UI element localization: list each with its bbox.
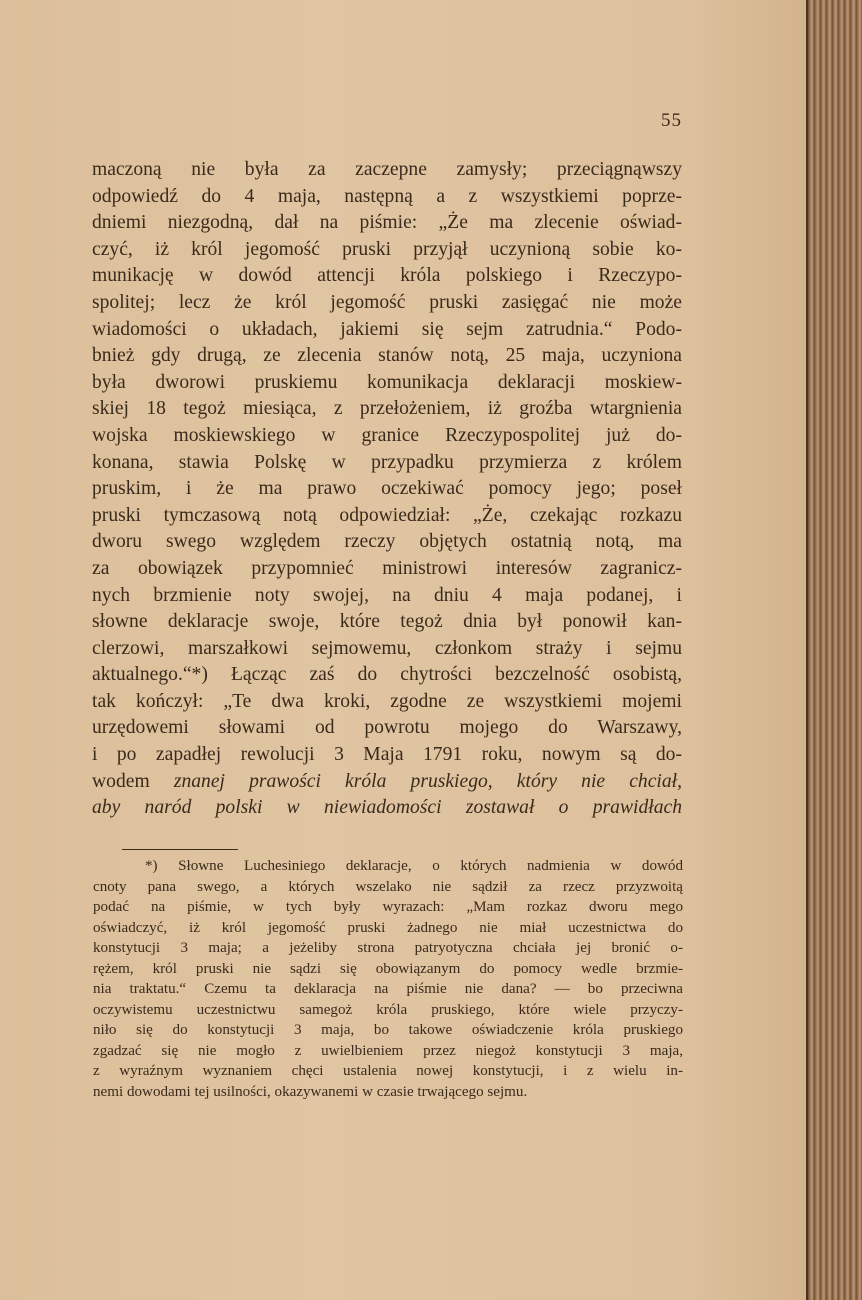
- body-line: skiej 18 tegoż miesiąca, z przełożeniem, iż groźba wtargnienia: [92, 398, 682, 420]
- body-line: tak kończył: „Te dwa kroki, zgodne ze wszystkiemi mojemi: [92, 690, 682, 712]
- footnote-line: oczywistemu uczestnictwu samegoż króla pruskiego, które wiele przyczy-: [93, 1001, 683, 1018]
- body-line-italic-part: znanej prawości króla pruskiego, który nie chciał,: [173, 770, 682, 792]
- body-line: munikację w dowód attencji króla polskiego i Rzeczypo-: [92, 265, 682, 287]
- body-line: konana, stawia Polskę w przypadku przymierza z królem: [92, 451, 682, 473]
- footnote-line: cnoty pana swego, a których wszelako nie sądził za rzecz przyzwoitą: [93, 878, 683, 895]
- body-line: była dworowi pruskiemu komunikacja deklaracji moskiew-: [92, 371, 682, 393]
- body-line: clerzowi, marszałkowi sejmowemu, członkom straży i sejmu: [92, 637, 682, 659]
- footnote-line: nia traktatu.“ Czemu ta deklaracja na piśmie nie dana? — bo przeciwna: [93, 981, 683, 997]
- page-number: 55: [661, 110, 682, 131]
- body-line: wiadomości o układach, jakiemi się sejm zatrudnia.“ Podo-: [92, 318, 682, 340]
- footnote-rule: [122, 849, 238, 850]
- body-line: nych brzmienie noty swojej, na dniu 4 maja podanej, i: [92, 584, 682, 606]
- body-line: odpowiedź do 4 maja, następną a z wszystkiemi poprze-: [92, 185, 682, 207]
- body-line: urzędowemi słowami od powrotu mojego do Warszawy,: [92, 717, 682, 739]
- body-line: pruski tymczasową notą odpowiedział: „Że, czekając rozkazu: [92, 504, 682, 526]
- body-line: pruskim, i że ma prawo oczekiwać pomocy jego; poseł: [92, 478, 682, 500]
- body-line: dniemi niezgodną, dał na piśmie: „Że ma zlecenie oświad-: [92, 212, 682, 234]
- body-line: słowne deklaracje swoje, które tegoż dnia był ponowił kan-: [92, 611, 682, 633]
- body-line: wojska moskiewskiego w granice Rzeczypospolitej już do-: [92, 424, 682, 446]
- body-line: i po zapadłej rewolucji 3 Maja 1791 roku, nowym są do-: [92, 744, 682, 766]
- body-line: za obowiązek przypomnieć ministrowi interesów zagranicz-: [92, 557, 682, 579]
- footnote-line: z wyraźnym wyznaniem chęci ustalenia nowej konstytucji, i z wielu in-: [93, 1063, 683, 1079]
- body-line: aktualnego.“*) Łącząc zaś do chytrości bezczelność osobistą,: [92, 664, 682, 686]
- body-line-italic: aby naród polski w niewiadomości zostawał o prawidłach: [92, 797, 682, 819]
- footnote-line: rężem, król pruski nie sądzi się obowiązanym do pomocy wedle brzmie-: [93, 960, 683, 977]
- body-line: czyć, iż król jegomość pruski przyjął uczynioną sobie ko-: [92, 238, 682, 260]
- footnote-line: podać na piśmie, w tych były wyrazach: „Mam rozkaz dworu mego: [93, 899, 683, 915]
- body-line: spolitej; lecz że król jegomość pruski zasięgać nie może: [92, 291, 682, 313]
- footnote-line: niło się do konstytucji 3 maja, bo takowe oświadczenie króla pruskiego: [93, 1022, 683, 1038]
- footnote-line: oświadczyć, iż król jegomość pruski żadnego nie miał uczestnictwa do: [93, 919, 683, 936]
- body-line: dworu swego względem rzeczy objętych ostatnią notą, ma: [92, 531, 682, 553]
- body-line: maczoną nie była za zaczepne zamysły; przeciągnąwszy: [92, 159, 682, 180]
- book-fore-edge: [808, 0, 862, 1300]
- footnote-line: konstytucji 3 maja; a jeżeliby strona patryotyczna chciała jej bronić o-: [93, 940, 683, 956]
- footnote-line: nemi dowodami tej usilności, okazywanemi w czasie trwającego sejmu.: [93, 1083, 528, 1100]
- footnote-line: zgadzać się nie mogło z uwielbieniem przez niegoż konstytucji 3 maja,: [93, 1042, 683, 1059]
- body-line-roman-part: wodem: [92, 770, 150, 792]
- body-line-mixed: [92, 769, 682, 796]
- body-line: bnież gdy drugą, ze zlecenia stanów notą, 25 maja, uczyniona: [92, 345, 682, 367]
- main-text: [92, 157, 682, 822]
- footnote-line: *) Słowne Luchesiniego deklaracje, o których nadmienia w dowód: [145, 858, 683, 874]
- footnote: [93, 856, 683, 1102]
